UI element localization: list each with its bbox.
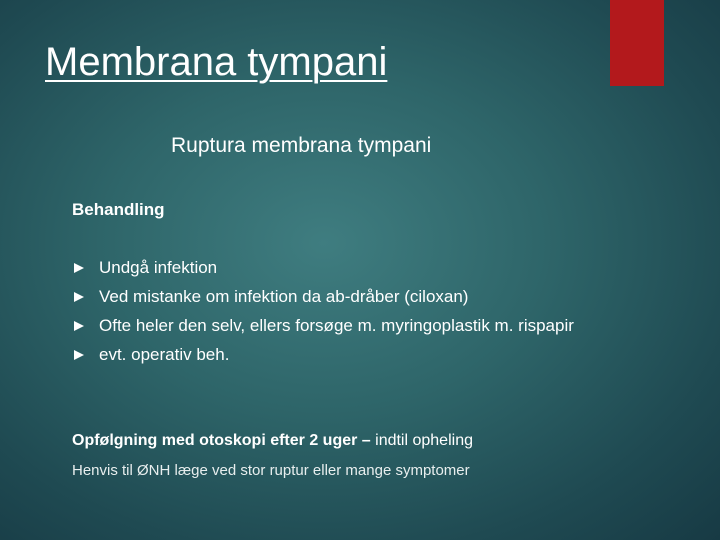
slide-title: Membrana tympani — [45, 40, 388, 84]
section-heading: Behandling — [72, 200, 165, 219]
list-item — [72, 286, 592, 308]
list-item-text: Ofte heler den selv, ellers forsøge m. myringoplastik m. rispapir — [99, 316, 574, 335]
list-item-text: Undgå infektion — [99, 258, 218, 277]
bullet-list — [72, 257, 592, 366]
accent-bar — [610, 0, 664, 86]
list-item — [72, 315, 592, 337]
triangle-right-icon — [74, 263, 84, 273]
list-item-text: evt. operativ beh. — [99, 345, 230, 364]
list-item-text: Ved mistanke om infektion da ab-dråber (ciloxan) — [99, 287, 469, 306]
followup-note — [72, 432, 473, 450]
triangle-right-icon — [74, 350, 84, 360]
followup-bold-text: Opfølgning med otoskopi efter 2 uger – — [72, 432, 371, 449]
list-item — [72, 344, 592, 366]
triangle-right-icon — [74, 321, 84, 331]
slide-subtitle: Ruptura membrana tympani — [171, 134, 432, 157]
referral-note: Henvis til ØNH læge ved stor ruptur eller mange symptomer — [72, 462, 470, 479]
list-item — [72, 257, 592, 279]
followup-rest-text: indtil opheling — [370, 432, 473, 449]
triangle-right-icon — [74, 292, 84, 302]
